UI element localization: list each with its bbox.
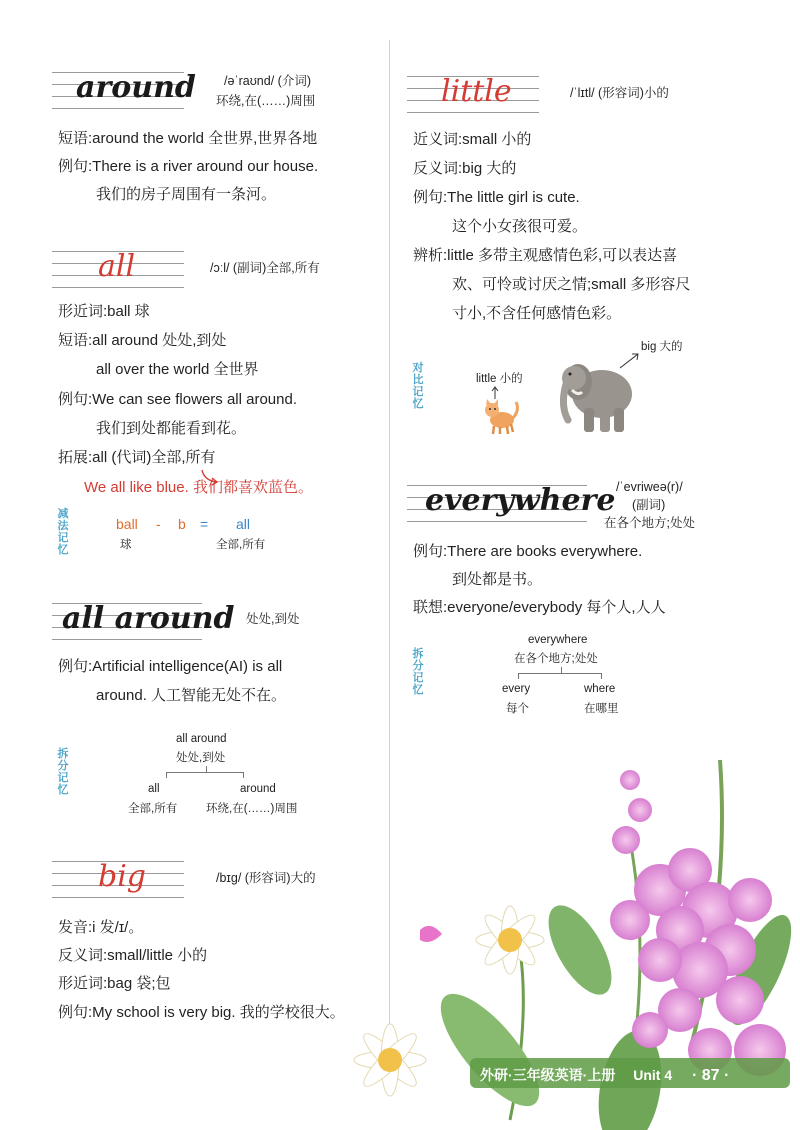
big-pron: 发音:i 发/ɪ/。	[58, 919, 144, 936]
tree-left: all	[148, 783, 160, 795]
everywhere-meaning: 在各个地方;处处	[604, 516, 695, 530]
word-all: all	[98, 249, 136, 284]
word-all-around-box	[52, 597, 235, 643]
tree2-top: everywhere	[528, 634, 588, 646]
all-phrase1: 短语:all around 处处,到处	[58, 332, 227, 349]
elephant-icon	[556, 350, 640, 440]
tree2-right: where	[584, 683, 616, 695]
around-phonetic: /əˈraʊnd/ (介词)	[224, 74, 311, 88]
all-phrase2: all over the world 全世界	[96, 361, 259, 378]
cat-label: little 小的	[476, 373, 523, 385]
word-little: little	[441, 74, 512, 109]
memo-b: b	[178, 516, 186, 532]
word-all-around: all around	[62, 601, 235, 636]
little-example-cn: 这个小女孩很可爱。	[452, 218, 588, 235]
elephant-label: big 大的	[641, 341, 683, 353]
tree-bar	[166, 772, 244, 773]
all-extend-example: We all like blue. 我们都喜欢蓝色。	[84, 479, 313, 496]
big-similar: 形近词:bag 袋;包	[58, 975, 171, 992]
footer-book: 外研·三年级英语·上册	[480, 1067, 616, 1083]
memo-ball-cn: 球	[120, 539, 132, 551]
word-everywhere-box	[407, 479, 616, 525]
around-phrase: 短语:around the world 全世界,世界各地	[58, 130, 318, 147]
tree-right-stem	[243, 772, 244, 778]
little-analysis3: 寸小,不含任何感情色彩。	[452, 305, 622, 322]
big-phonetic: /bɪɡ/ (形容词)大的	[216, 871, 316, 885]
memo-label-split-2: 拆分记忆	[412, 648, 424, 696]
word-around-box	[52, 66, 196, 112]
little-synonym: 近义词:small 小的	[413, 131, 532, 148]
cat-icon	[480, 396, 522, 436]
memo-all-cn: 全部,所有	[216, 539, 266, 551]
word-everywhere: everywhere	[425, 483, 616, 518]
little-antonym: 反义词:big 大的	[413, 160, 517, 177]
everywhere-phonetic2: (副词)	[632, 498, 666, 512]
page-footer	[480, 1062, 729, 1088]
little-phonetic: /ˈlɪtl/ (形容词)小的	[570, 86, 669, 100]
tree2-left-cn: 每个	[506, 703, 529, 715]
all-around-meaning: 处处,到处	[246, 612, 300, 626]
memo-label-subtract: 减法记忆	[57, 508, 69, 556]
tree2-bar	[518, 673, 602, 674]
around-meaning: 环绕,在(……)周围	[216, 94, 316, 108]
all-phonetic: /ɔːl/ (副词)全部,所有	[210, 261, 320, 275]
all-extend: 拓展:all (代词)全部,所有	[58, 449, 216, 466]
tree2-left: every	[502, 683, 531, 695]
everywhere-example-cn: 到处都是书。	[452, 571, 543, 588]
all-around-example2: around. 人工智能无处不在。	[96, 687, 287, 704]
everywhere-example: 例句:There are books everywhere.	[413, 543, 643, 560]
tree2-right-stem	[601, 673, 602, 679]
everywhere-assoc: 联想:everyone/everybody 每个人,人人	[413, 599, 666, 616]
all-example: 例句:We can see flowers all around.	[58, 391, 297, 408]
all-similar: 形近词:ball 球	[58, 303, 150, 320]
all-around-example: 例句:Artificial intelligence(AI) is all	[58, 658, 283, 675]
tree-right: around	[240, 783, 276, 795]
tree-top-cn: 处处,到处	[176, 752, 226, 764]
footer-page: · 87 ·	[692, 1067, 730, 1084]
big-example: 例句:My school is very big. 我的学校很大。	[58, 1004, 345, 1021]
memo-all: all	[236, 516, 251, 532]
word-little-box	[407, 70, 539, 116]
word-big-box	[52, 855, 184, 901]
memo-label-split-1: 拆分记忆	[57, 748, 69, 796]
word-around: around	[76, 70, 196, 105]
memo-ball: ball	[116, 516, 138, 532]
around-example: 例句:There is a river around our house.	[58, 158, 319, 175]
tree2-top-cn: 在各个地方;处处	[514, 653, 598, 665]
footer-unit: Unit 4	[633, 1067, 673, 1083]
memo-label-compare: 对比记忆	[412, 362, 424, 410]
tree-left-cn: 全部,所有	[128, 803, 178, 815]
around-example-cn: 我们的房子周围有一条河。	[96, 186, 277, 203]
little-analysis2: 欢、可怜或讨厌之情;small 多形容尺	[452, 276, 691, 293]
word-big: big	[98, 859, 147, 894]
tree-top: all around	[176, 733, 227, 745]
little-example: 例句:The little girl is cute.	[413, 189, 580, 206]
tree2-right-cn: 在哪里	[584, 703, 619, 715]
little-analysis1: 辨析:little 多带主观感情色彩,可以表达喜	[413, 247, 678, 264]
all-example-cn: 我们到处都能看到花。	[96, 420, 247, 437]
tree-right-cn: 环绕,在(……)周围	[206, 803, 298, 815]
tree2-left-stem	[518, 673, 519, 679]
big-antonym: 反义词:small/little 小的	[58, 947, 208, 964]
memo-equals: =	[200, 516, 209, 532]
word-all-box	[52, 245, 184, 291]
memo-minus: -	[156, 516, 161, 532]
tree-left-stem	[166, 772, 167, 778]
everywhere-phonetic1: /ˈevriweə(r)/	[616, 480, 683, 494]
